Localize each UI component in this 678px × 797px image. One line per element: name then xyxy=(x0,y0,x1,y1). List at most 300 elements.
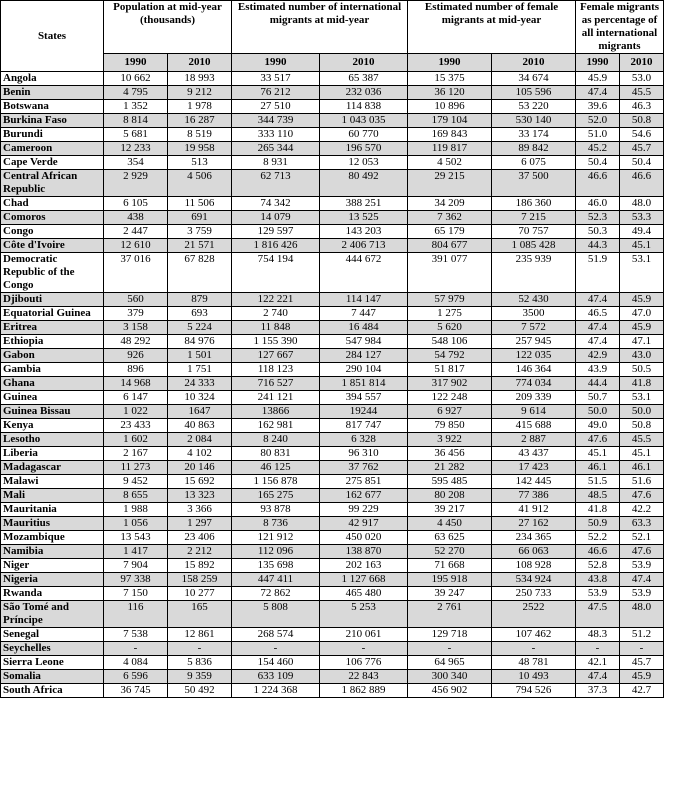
table-row xyxy=(1,307,664,321)
value-cell: 22 843 xyxy=(320,670,408,684)
state-name-cell: Mozambique xyxy=(1,531,104,545)
state-name-cell: Guinea Bissau xyxy=(1,405,104,419)
value-cell: 11 848 xyxy=(232,321,320,335)
value-cell: 64 965 xyxy=(408,656,492,670)
value-cell: 716 527 xyxy=(232,377,320,391)
value-cell: 344 739 xyxy=(232,114,320,128)
value-cell: 3500 xyxy=(492,307,576,321)
value-cell: 7 538 xyxy=(104,628,168,642)
value-cell: 560 xyxy=(104,293,168,307)
value-cell: 804 677 xyxy=(408,239,492,253)
value-cell: 1 978 xyxy=(168,100,232,114)
value-cell: 13 543 xyxy=(104,531,168,545)
value-cell: 122 035 xyxy=(492,349,576,363)
state-name-cell: Sierra Leone xyxy=(1,656,104,670)
value-cell: 107 462 xyxy=(492,628,576,642)
state-name-cell: Senegal xyxy=(1,628,104,642)
value-cell: 275 851 xyxy=(320,475,408,489)
value-cell: 76 212 xyxy=(232,86,320,100)
state-name-cell: South Africa xyxy=(1,684,104,698)
value-cell: 51.6 xyxy=(620,475,664,489)
value-cell: 13 323 xyxy=(168,489,232,503)
value-cell: 42.7 xyxy=(620,684,664,698)
value-cell: 66 063 xyxy=(492,545,576,559)
value-cell: 129 597 xyxy=(232,225,320,239)
state-name-cell: Mauritania xyxy=(1,503,104,517)
value-cell: 47.4 xyxy=(620,573,664,587)
value-cell: - xyxy=(320,642,408,656)
value-cell: 47.4 xyxy=(576,670,620,684)
value-cell: 44.3 xyxy=(576,239,620,253)
table-row xyxy=(1,475,664,489)
value-cell: 5 224 xyxy=(168,321,232,335)
state-name-cell: Cape Verde xyxy=(1,156,104,170)
value-cell: 547 984 xyxy=(320,335,408,349)
value-cell: 20 146 xyxy=(168,461,232,475)
value-cell: 129 718 xyxy=(408,628,492,642)
value-cell: 53.9 xyxy=(620,587,664,601)
value-cell: 50.0 xyxy=(576,405,620,419)
state-name-cell: Kenya xyxy=(1,419,104,433)
table-row xyxy=(1,363,664,377)
state-name-cell: Rwanda xyxy=(1,587,104,601)
value-cell: 42 917 xyxy=(320,517,408,531)
value-cell: 456 902 xyxy=(408,684,492,698)
state-name-cell: Chad xyxy=(1,197,104,211)
value-cell: 15 375 xyxy=(408,72,492,86)
value-cell: 4 102 xyxy=(168,447,232,461)
year-header: 2010 xyxy=(620,54,664,72)
value-cell: 52.3 xyxy=(576,211,620,225)
state-name-cell: Nigeria xyxy=(1,573,104,587)
value-cell: 1 862 889 xyxy=(320,684,408,698)
value-cell: 50.8 xyxy=(620,114,664,128)
value-cell: 33 174 xyxy=(492,128,576,142)
value-cell: 1 224 368 xyxy=(232,684,320,698)
table-row xyxy=(1,239,664,253)
value-cell: 2 167 xyxy=(104,447,168,461)
value-cell: 19244 xyxy=(320,405,408,419)
value-cell: 317 902 xyxy=(408,377,492,391)
value-cell: 693 xyxy=(168,307,232,321)
value-cell: 14 079 xyxy=(232,211,320,225)
value-cell: 51.9 xyxy=(576,253,620,293)
value-cell: 11 506 xyxy=(168,197,232,211)
value-cell: 47.4 xyxy=(576,335,620,349)
state-name-cell: Mali xyxy=(1,489,104,503)
value-cell: 21 282 xyxy=(408,461,492,475)
value-cell: 37 762 xyxy=(320,461,408,475)
table-row xyxy=(1,321,664,335)
value-cell: 1 602 xyxy=(104,433,168,447)
header-states: States xyxy=(1,1,104,72)
value-cell: 74 342 xyxy=(232,197,320,211)
value-cell: 794 526 xyxy=(492,684,576,698)
value-cell: 4 502 xyxy=(408,156,492,170)
value-cell: 3 158 xyxy=(104,321,168,335)
value-cell: - xyxy=(620,642,664,656)
value-cell: 52.0 xyxy=(576,114,620,128)
value-cell: 45.5 xyxy=(620,86,664,100)
value-cell: 50.0 xyxy=(620,405,664,419)
table-row xyxy=(1,405,664,419)
value-cell: 47.6 xyxy=(620,545,664,559)
value-cell: 46.5 xyxy=(576,307,620,321)
value-cell: 1 297 xyxy=(168,517,232,531)
table-row xyxy=(1,225,664,239)
value-cell: 2 887 xyxy=(492,433,576,447)
value-cell: 6 328 xyxy=(320,433,408,447)
value-cell: 7 447 xyxy=(320,307,408,321)
table-row xyxy=(1,100,664,114)
value-cell: 79 850 xyxy=(408,419,492,433)
value-cell: 63.3 xyxy=(620,517,664,531)
table-row xyxy=(1,628,664,642)
value-cell: 250 733 xyxy=(492,587,576,601)
value-cell: 354 xyxy=(104,156,168,170)
value-cell: 2 761 xyxy=(408,601,492,628)
value-cell: 1 127 668 xyxy=(320,573,408,587)
table-row xyxy=(1,293,664,307)
value-cell: 116 xyxy=(104,601,168,628)
table-row xyxy=(1,447,664,461)
value-cell: 14 968 xyxy=(104,377,168,391)
value-cell: 23 433 xyxy=(104,419,168,433)
table-row xyxy=(1,656,664,670)
state-name-cell: Benin xyxy=(1,86,104,100)
value-cell: 36 456 xyxy=(408,447,492,461)
table-row xyxy=(1,642,664,656)
value-cell: 47.6 xyxy=(620,489,664,503)
value-cell: 1 156 878 xyxy=(232,475,320,489)
value-cell: 265 344 xyxy=(232,142,320,156)
value-cell: 16 287 xyxy=(168,114,232,128)
value-cell: 45.1 xyxy=(576,447,620,461)
value-cell: 1 417 xyxy=(104,545,168,559)
value-cell: 7 572 xyxy=(492,321,576,335)
value-cell: 52.8 xyxy=(576,559,620,573)
value-cell: - xyxy=(232,642,320,656)
value-cell: 53.9 xyxy=(576,587,620,601)
value-cell: 65 179 xyxy=(408,225,492,239)
value-cell: 388 251 xyxy=(320,197,408,211)
value-cell: 438 xyxy=(104,211,168,225)
state-name-cell: Central African Republic xyxy=(1,170,104,197)
state-name-cell: Botswana xyxy=(1,100,104,114)
state-name-cell: Liberia xyxy=(1,447,104,461)
value-cell: 50 492 xyxy=(168,684,232,698)
value-cell: 71 668 xyxy=(408,559,492,573)
table-header xyxy=(1,1,664,72)
value-cell: 926 xyxy=(104,349,168,363)
value-cell: 232 036 xyxy=(320,86,408,100)
table-row xyxy=(1,670,664,684)
value-cell: 53.9 xyxy=(620,559,664,573)
value-cell: 44.4 xyxy=(576,377,620,391)
value-cell: 122 221 xyxy=(232,293,320,307)
value-cell: 53.1 xyxy=(620,253,664,293)
value-cell: 8 655 xyxy=(104,489,168,503)
value-cell: 13866 xyxy=(232,405,320,419)
value-cell: 11 273 xyxy=(104,461,168,475)
value-cell: 534 924 xyxy=(492,573,576,587)
value-cell: 17 423 xyxy=(492,461,576,475)
value-cell: 118 123 xyxy=(232,363,320,377)
value-cell: 165 275 xyxy=(232,489,320,503)
state-name-cell: Comoros xyxy=(1,211,104,225)
table-row xyxy=(1,489,664,503)
value-cell: 2 929 xyxy=(104,170,168,197)
value-cell: 53 220 xyxy=(492,100,576,114)
value-cell: 43 437 xyxy=(492,447,576,461)
value-cell: 691 xyxy=(168,211,232,225)
value-cell: 33 517 xyxy=(232,72,320,86)
value-cell: 9 452 xyxy=(104,475,168,489)
value-cell: 6 147 xyxy=(104,391,168,405)
value-cell: 2 084 xyxy=(168,433,232,447)
value-cell: 7 150 xyxy=(104,587,168,601)
value-cell: 97 338 xyxy=(104,573,168,587)
value-cell: 46.6 xyxy=(576,545,620,559)
state-name-cell: Djibouti xyxy=(1,293,104,307)
state-name-cell: Somalia xyxy=(1,670,104,684)
value-cell: 896 xyxy=(104,363,168,377)
state-name-cell: Madagascar xyxy=(1,461,104,475)
value-cell: 46.6 xyxy=(576,170,620,197)
value-cell: 45.5 xyxy=(620,433,664,447)
value-cell: 62 713 xyxy=(232,170,320,197)
value-cell: 72 862 xyxy=(232,587,320,601)
value-cell: 45.7 xyxy=(620,656,664,670)
value-cell: 7 362 xyxy=(408,211,492,225)
value-cell: 65 387 xyxy=(320,72,408,86)
table-row xyxy=(1,211,664,225)
value-cell: 12 053 xyxy=(320,156,408,170)
value-cell: 162 981 xyxy=(232,419,320,433)
value-cell: 48 292 xyxy=(104,335,168,349)
value-cell: 2522 xyxy=(492,601,576,628)
header-female-migrants: Estimated number of female migrants at mid-year xyxy=(408,1,576,54)
value-cell: 138 870 xyxy=(320,545,408,559)
value-cell: 595 485 xyxy=(408,475,492,489)
value-cell: 121 912 xyxy=(232,531,320,545)
value-cell: 48 781 xyxy=(492,656,576,670)
value-cell: 47.0 xyxy=(620,307,664,321)
value-cell: 5 836 xyxy=(168,656,232,670)
value-cell: 52.2 xyxy=(576,531,620,545)
table-row xyxy=(1,684,664,698)
value-cell: 46.0 xyxy=(576,197,620,211)
value-cell: 18 993 xyxy=(168,72,232,86)
value-cell: 284 127 xyxy=(320,349,408,363)
value-cell: 1 022 xyxy=(104,405,168,419)
value-cell: 879 xyxy=(168,293,232,307)
value-cell: 154 460 xyxy=(232,656,320,670)
value-cell: 67 828 xyxy=(168,253,232,293)
value-cell: 34 209 xyxy=(408,197,492,211)
state-name-cell: Ghana xyxy=(1,377,104,391)
state-name-cell: Democratic Republic of the Congo xyxy=(1,253,104,293)
value-cell: 3 922 xyxy=(408,433,492,447)
value-cell: 29 215 xyxy=(408,170,492,197)
value-cell: 27 510 xyxy=(232,100,320,114)
value-cell: 379 xyxy=(104,307,168,321)
state-name-cell: Namibia xyxy=(1,545,104,559)
year-header: 1990 xyxy=(232,54,320,72)
value-cell: 42.9 xyxy=(576,349,620,363)
state-name-cell: Guinea xyxy=(1,391,104,405)
value-cell: 46.1 xyxy=(576,461,620,475)
value-cell: 5 620 xyxy=(408,321,492,335)
value-cell: 50.4 xyxy=(620,156,664,170)
value-cell: 4 450 xyxy=(408,517,492,531)
state-name-cell: Eritrea xyxy=(1,321,104,335)
table-row xyxy=(1,377,664,391)
table-row xyxy=(1,545,664,559)
value-cell: 165 xyxy=(168,601,232,628)
year-header: 1990 xyxy=(104,54,168,72)
value-cell: - xyxy=(104,642,168,656)
value-cell: 50.5 xyxy=(620,363,664,377)
header-migrants: Estimated number of international migrants at mid-year xyxy=(232,1,408,54)
value-cell: 99 229 xyxy=(320,503,408,517)
value-cell: 1 043 035 xyxy=(320,114,408,128)
value-cell: 80 831 xyxy=(232,447,320,461)
state-name-cell: Ethiopia xyxy=(1,335,104,349)
value-cell: 257 945 xyxy=(492,335,576,349)
value-cell: 119 817 xyxy=(408,142,492,156)
header-population: Population at mid-year (thousands) xyxy=(104,1,232,54)
value-cell: 93 878 xyxy=(232,503,320,517)
value-cell: 45.7 xyxy=(620,142,664,156)
value-cell: 51.5 xyxy=(576,475,620,489)
value-cell: 1 155 390 xyxy=(232,335,320,349)
table-row xyxy=(1,335,664,349)
table-row xyxy=(1,197,664,211)
value-cell: 391 077 xyxy=(408,253,492,293)
value-cell: 774 034 xyxy=(492,377,576,391)
value-cell: 146 364 xyxy=(492,363,576,377)
value-cell: 51.0 xyxy=(576,128,620,142)
table-row xyxy=(1,253,664,293)
value-cell: 4 795 xyxy=(104,86,168,100)
value-cell: 5 808 xyxy=(232,601,320,628)
value-cell: 47.1 xyxy=(620,335,664,349)
value-cell: 13 525 xyxy=(320,211,408,225)
table-row xyxy=(1,72,664,86)
value-cell: 43.9 xyxy=(576,363,620,377)
value-cell: 202 163 xyxy=(320,559,408,573)
value-cell: 54.6 xyxy=(620,128,664,142)
value-cell: 52 270 xyxy=(408,545,492,559)
value-cell: 3 366 xyxy=(168,503,232,517)
value-cell: 52.1 xyxy=(620,531,664,545)
header-row-titles xyxy=(1,1,664,54)
value-cell: 50.8 xyxy=(620,419,664,433)
value-cell: 2 406 713 xyxy=(320,239,408,253)
value-cell: 16 484 xyxy=(320,321,408,335)
value-cell: 48.0 xyxy=(620,197,664,211)
year-header: 1990 xyxy=(576,54,620,72)
value-cell: 45.9 xyxy=(620,670,664,684)
value-cell: 45.2 xyxy=(576,142,620,156)
value-cell: 37 500 xyxy=(492,170,576,197)
value-cell: 36 745 xyxy=(104,684,168,698)
value-cell: 2 740 xyxy=(232,307,320,321)
header-female-percentage: Female migrants as percentage of all international migrants xyxy=(576,1,664,54)
state-name-cell: Equatorial Guinea xyxy=(1,307,104,321)
state-name-cell: Côte d'Ivoire xyxy=(1,239,104,253)
value-cell: 24 333 xyxy=(168,377,232,391)
table-row xyxy=(1,559,664,573)
value-cell: 12 610 xyxy=(104,239,168,253)
state-name-cell: Malawi xyxy=(1,475,104,489)
value-cell: 47.6 xyxy=(576,433,620,447)
value-cell: 48.3 xyxy=(576,628,620,642)
value-cell: 1 056 xyxy=(104,517,168,531)
value-cell: 290 104 xyxy=(320,363,408,377)
value-cell: 8 240 xyxy=(232,433,320,447)
value-cell: 450 020 xyxy=(320,531,408,545)
table-row xyxy=(1,419,664,433)
value-cell: 50.4 xyxy=(576,156,620,170)
table-row xyxy=(1,517,664,531)
value-cell: 19 958 xyxy=(168,142,232,156)
value-cell: 53.1 xyxy=(620,391,664,405)
value-cell: 234 365 xyxy=(492,531,576,545)
value-cell: 169 843 xyxy=(408,128,492,142)
value-cell: 8 736 xyxy=(232,517,320,531)
value-cell: 513 xyxy=(168,156,232,170)
value-cell: 135 698 xyxy=(232,559,320,573)
value-cell: 114 147 xyxy=(320,293,408,307)
value-cell: 300 340 xyxy=(408,670,492,684)
table-row xyxy=(1,391,664,405)
table-row xyxy=(1,128,664,142)
state-name-cell: Burundi xyxy=(1,128,104,142)
value-cell: 80 208 xyxy=(408,489,492,503)
value-cell: 7 904 xyxy=(104,559,168,573)
value-cell: 6 105 xyxy=(104,197,168,211)
value-cell: 40 863 xyxy=(168,419,232,433)
value-cell: 235 939 xyxy=(492,253,576,293)
value-cell: 48.0 xyxy=(620,601,664,628)
table-row xyxy=(1,461,664,475)
value-cell: 548 106 xyxy=(408,335,492,349)
value-cell: 12 233 xyxy=(104,142,168,156)
value-cell: 15 692 xyxy=(168,475,232,489)
value-cell: 105 596 xyxy=(492,86,576,100)
table-row xyxy=(1,503,664,517)
value-cell: 47.5 xyxy=(576,601,620,628)
value-cell: 39 247 xyxy=(408,587,492,601)
table-row xyxy=(1,170,664,197)
value-cell: 63 625 xyxy=(408,531,492,545)
value-cell: 241 121 xyxy=(232,391,320,405)
state-name-cell: Angola xyxy=(1,72,104,86)
value-cell: 754 194 xyxy=(232,253,320,293)
value-cell: 9 212 xyxy=(168,86,232,100)
value-cell: 96 310 xyxy=(320,447,408,461)
value-cell: 41.8 xyxy=(576,503,620,517)
value-cell: 4 084 xyxy=(104,656,168,670)
table-row xyxy=(1,531,664,545)
table-row xyxy=(1,114,664,128)
value-cell: 10 324 xyxy=(168,391,232,405)
value-cell: 6 596 xyxy=(104,670,168,684)
value-cell: 817 747 xyxy=(320,419,408,433)
value-cell: 70 757 xyxy=(492,225,576,239)
